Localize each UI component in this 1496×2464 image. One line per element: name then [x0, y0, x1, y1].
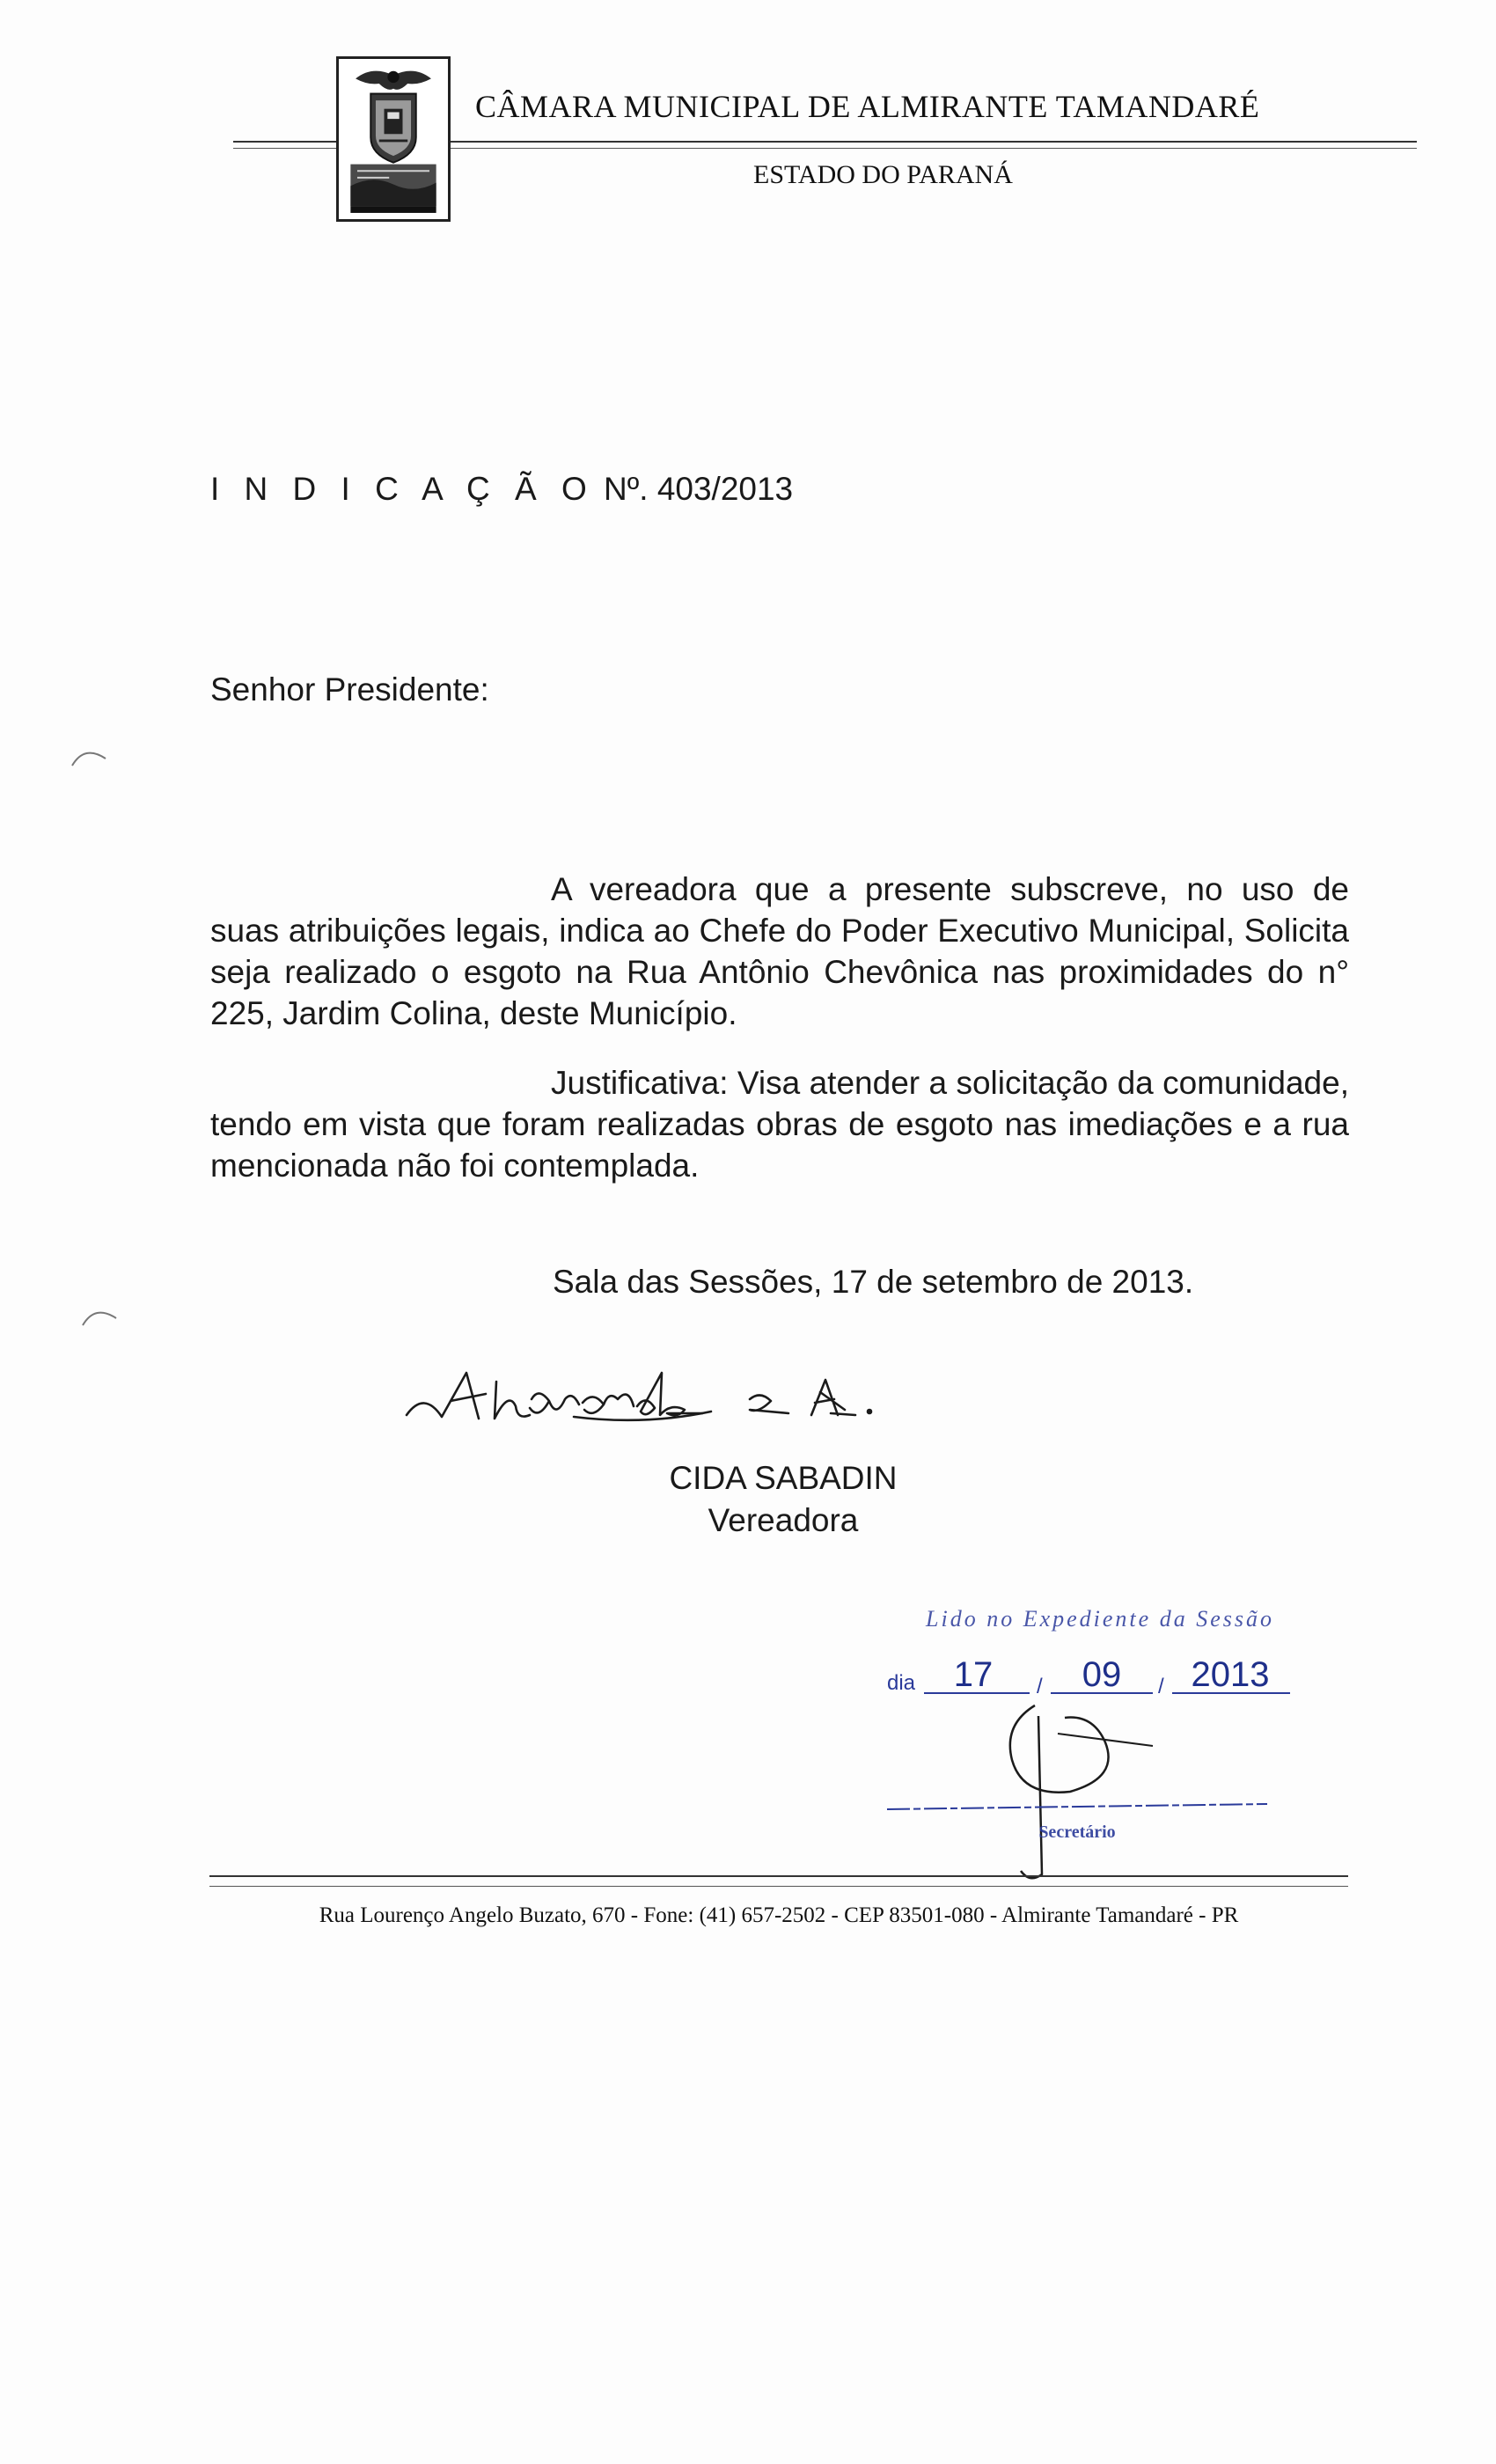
handwritten-signature — [398, 1338, 961, 1443]
indicacao-number-prefix: Nº. — [604, 471, 649, 507]
footer-address: Rua Lourenço Angelo Buzato, 670 - Fone: (41) 657-2502 - CEP 83501-080 - Almirante Tamandaré - PR — [319, 1903, 1239, 1927]
salutation: Senhor Presidente: — [210, 671, 489, 708]
stamp-header: Lido no Expediente da Sessão — [926, 1606, 1274, 1632]
request-paragraph: A vereadora que a presente subscreve, no uso de suas atribuições legais, indica ao Chefe do Poder Executivo Municipal, Solicita seja realizado o esgoto na Rua Antônio Chevônica nas proximidades do n° 225, Jardim Colina, deste Município. — [210, 871, 1349, 1031]
letterhead-rule-left — [233, 141, 336, 143]
stamp-role-label: Secretário — [1038, 1822, 1116, 1842]
stamp-day: 17 — [953, 1655, 994, 1694]
stamp-day-label: dia — [887, 1671, 916, 1695]
svg-text:/: / — [1158, 1675, 1164, 1698]
justification-paragraph: Justificativa: Visa atender a solicitação da comunidade, tendo em vista que foram realizadas obras de esgoto nas imediações e a rua mencionada não foi contemplada. — [210, 1065, 1349, 1184]
punch-hole-mark — [76, 1299, 128, 1334]
footer-rule-thin — [209, 1886, 1348, 1887]
session-reading-stamp — [862, 1602, 1338, 1883]
letterhead-rule-right — [451, 141, 1417, 143]
svg-text:/: / — [1037, 1675, 1043, 1698]
punch-hole-mark — [65, 739, 118, 774]
state-name: ESTADO DO PARANÁ — [753, 160, 1013, 189]
letterhead-rule-left-thin — [233, 148, 336, 149]
signatory-role: Vereadora — [708, 1502, 859, 1538]
letterhead-rule-right-thin — [451, 148, 1417, 149]
signatory-name: CIDA SABADIN — [669, 1460, 898, 1496]
document-number-heading — [210, 468, 793, 510]
indicacao-number: 403/2013 — [656, 471, 794, 507]
stamp-year: 2013 — [1191, 1655, 1270, 1694]
council-name: CÂMARA MUNICIPAL DE ALMIRANTE TAMANDARÉ — [475, 89, 1260, 124]
indicacao-label: I N D I C A Ç Ã O — [210, 471, 595, 507]
municipal-coat-of-arms-icon — [336, 56, 451, 222]
date-line: Sala das Sessões, 17 de setembro de 2013. — [553, 1264, 1194, 1300]
footer-rule — [209, 1875, 1348, 1877]
stamp-month: 09 — [1082, 1655, 1122, 1694]
